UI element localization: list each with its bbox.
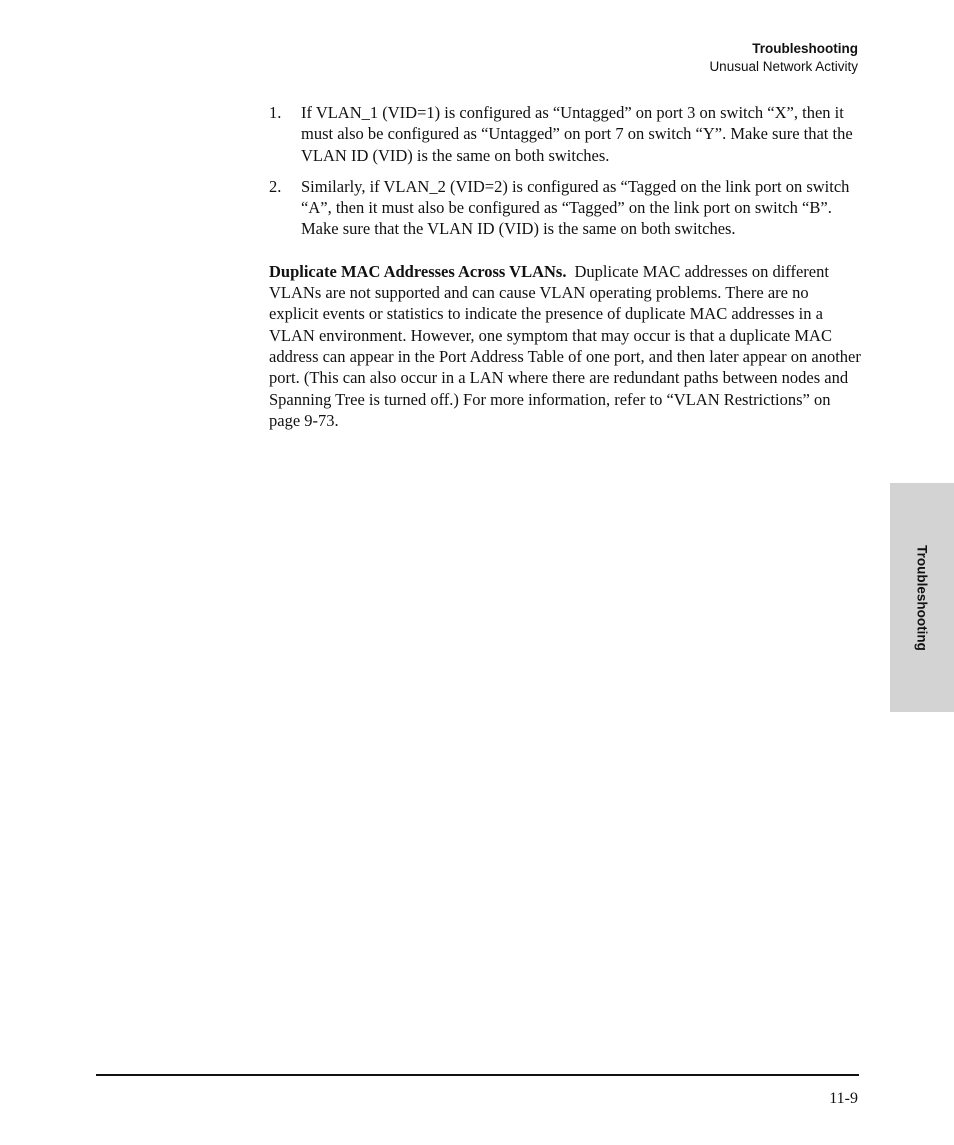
list-item <box>269 176 861 240</box>
running-header <box>709 40 858 76</box>
page-number: 11-9 <box>829 1090 858 1107</box>
chapter-side-tab <box>890 483 954 712</box>
running-header-chapter: Troubleshooting <box>752 41 858 56</box>
running-header-section: Unusual Network Activity <box>709 59 858 74</box>
footer-divider <box>96 1074 859 1076</box>
numbered-list <box>269 102 861 240</box>
paragraph-body: Duplicate MAC addresses on different VLANs are not supported and can cause VLAN operating problems. There are no explicit events or statistics to indicate the presence of duplicate MAC addresses in a VLAN environment. However, one symptom that may occur is that a duplicate MAC address can appear in the Port Address Table of one port, and then later appear on another port. (This can also occur in a LAN where there are redundant paths between nodes and Spanning Tree is turned off.) For more information, refer to “VLAN Restrictions” on page 9-73. <box>269 261 861 430</box>
list-item-number: 2. <box>269 176 282 196</box>
page-body <box>269 102 861 431</box>
list-item-text: If VLAN_1 (VID=1) is configured as “Untagged” on port 3 on switch “X”, then it must also be configured as “Untagged” on port 7 on switch “Y”. Make sure that the VLAN ID (VID) is the same on both switches. <box>301 103 853 165</box>
paragraph-heading: Duplicate MAC Addresses Across VLANs. <box>269 261 567 281</box>
list-item-number: 1. <box>269 103 282 122</box>
duplicate-mac-paragraph <box>269 261 861 431</box>
side-tab-label: Troubleshooting <box>914 544 930 651</box>
list-item <box>269 102 861 166</box>
list-item-text: Similarly, if VLAN_2 (VID=2) is configured as “Tagged on the link port on switch “A”, then it must also be configured as “Tagged” on the link port on switch “B”. Make sure that the VLAN ID (VID) is the same on both switches. <box>301 176 850 239</box>
